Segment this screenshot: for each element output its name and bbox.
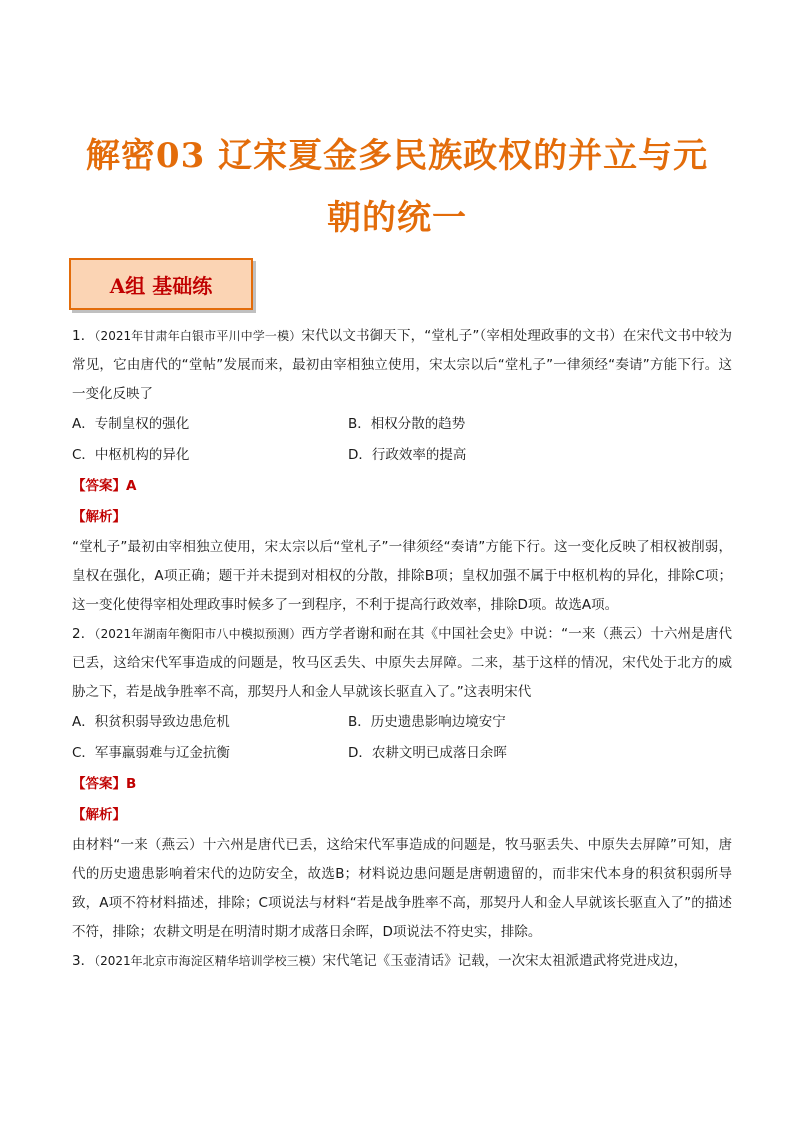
question-2-number: 2．: [72, 626, 95, 642]
answer-value: B: [126, 776, 137, 792]
question-1-option-d: D．行政效率的提高: [348, 447, 467, 463]
question-1-analysis: “堂札子”最初由宰相独立使用，宋太宗以后“堂札子”一律须经“奏请”方能下行。这一变化反映了相权被削弱，皇权在强化，A项正确；题干并未提到对相权的分散，排除B项；皇权加强不属于中枢机构的异化，排除C项；这一变化使得宰相处理政事时候多了一到程序，不利于提高行政效率，排除D项。故选A项。: [72, 539, 732, 613]
question-3: [72, 947, 732, 976]
question-2-option-b: B．历史遗患影响边境安宁: [348, 714, 506, 730]
question-1-option-c: C．中枢机构的异化: [72, 447, 190, 463]
question-1-options: [72, 409, 732, 471]
question-1-analysis-label: 【解析】: [72, 509, 126, 525]
question-1-number: 1．: [72, 328, 95, 344]
question-1-answer: [72, 471, 732, 502]
question-3-stem: [72, 947, 732, 976]
page-title-line-2: 朝的统一: [327, 198, 467, 238]
question-1-stem: [72, 322, 732, 409]
question-2-option-a: A．积贫积弱导致边患危机: [72, 714, 230, 730]
answer-value: A: [126, 478, 137, 494]
question-2-options: [72, 707, 732, 769]
questions-content: [72, 322, 732, 976]
question-2-stem: [72, 620, 732, 707]
question-2-analysis: 由材料“一来（燕云）十六州是唐代已丢，这给宋代军事造成的问题是，牧马驱丢失、中原失去屏障”可知，唐代的历史遗患影响着宋代的边防安全，故选B；材料说边患问题是唐朝遗留的，而非宋代本身的积贫积弱所导致，A项不符材料描述，排除；C项说法与材料“若是战争胜率不高，那契丹人和金人早就该长驱直入了”的描述不符，排除；农耕文明是在明清时期才成落日余晖，D项说法不符史实，排除。: [72, 837, 732, 940]
question-2-answer: [72, 769, 732, 800]
question-3-number: 3．: [72, 953, 95, 969]
answer-label: 【答案】: [72, 776, 126, 792]
question-1-source: （2021年甘肃年白银市平川中学一模）: [94, 329, 302, 343]
question-3-source: （2021年北京市海淀区精华培训学校三模）: [94, 954, 323, 968]
question-2-option-d: D．农耕文明已成落日余晖: [348, 745, 507, 761]
page-title-line-1: 解密03 辽宋夏金多民族政权的并立与元: [85, 136, 709, 176]
question-1-text: 宋代以文书御天下，“堂札子”（宰相处理政事的文书）在宋代文书中较为常见，它由唐代的“堂帖”发展而来，最初由宰相独立使用，宋太宗以后“堂札子”一律须经“奏请”方能下行。这一变化反映了: [72, 328, 732, 402]
question-3-text: 宋代笔记《玉壶清话》记载，一次宋太祖派遣武将党进戍边，: [322, 953, 688, 969]
question-1-option-a: A．专制皇权的强化: [72, 416, 190, 432]
question-2: [72, 620, 732, 947]
question-2-analysis-label: 【解析】: [72, 807, 126, 823]
answer-label: 【答案】: [72, 478, 126, 494]
question-1: [72, 322, 732, 620]
question-2-source: （2021年湖南年衡阳市八中模拟预测）: [94, 627, 302, 641]
section-heading: A组 基础练: [69, 258, 253, 310]
question-2-text: 西方学者谢和耐在其《中国社会史》中说：“一来（燕云）十六州是唐代已丢，这给宋代军事造成的问题是，牧马区丢失、中原失去屏障。二来，基于这样的情况，宋代处于北方的威胁之下，若是战争胜率不高，那契丹人和金人早就该长驱直入了。”这表明宋代: [72, 626, 732, 700]
question-1-option-b: B．相权分散的趋势: [348, 416, 466, 432]
question-2-option-c: C．军事羸弱难与辽金抗衡: [72, 745, 230, 761]
